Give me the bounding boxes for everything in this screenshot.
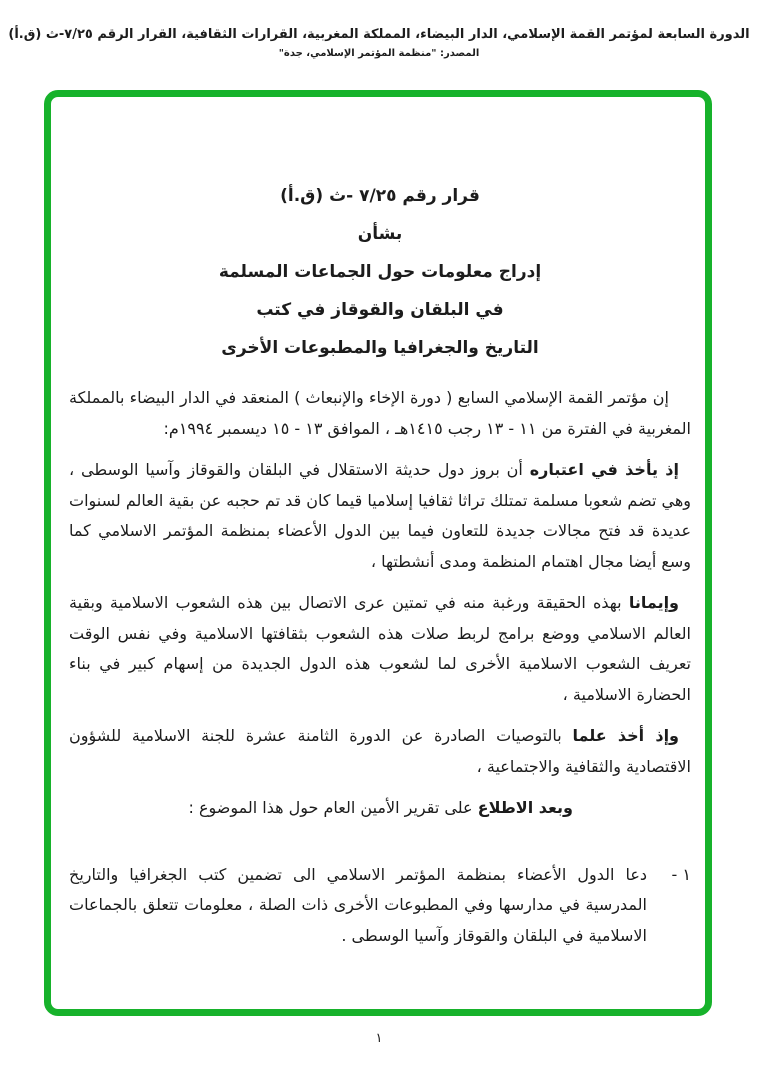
resolution-subject-line-1: إدراج معلومات حول الجماعات المسلمة bbox=[218, 262, 542, 282]
resolution-body bbox=[69, 383, 691, 951]
list-item-text: دعا الدول الأعضاء بمنظمة المؤتمر الاسلامي الى تضمين كتب الجغرافيا والتاريخ المدرسية في مدارسها وفي المطبوعات الأخرى ذات الصلة ، معلومات تتعلق بالجماعات الاسلامية في البلقان والقوقاز وآسيا الوسطى . bbox=[69, 864, 647, 945]
list-item-number: ١ - bbox=[671, 864, 691, 884]
resolution-subject-line-2: في البلقان والقوقاز في كتب bbox=[256, 300, 504, 320]
document-source-header bbox=[0, 27, 758, 59]
considering-paragraph bbox=[69, 455, 691, 577]
paragraph-text: إن مؤتمر القمة الإسلامي السابع ( دورة الإخاء والإنبعاث ) المنعقد في الدار البيضاء بالمملكة المغربية في الفترة من ١١ - ١٣ رجب ١٤١٥هـ ، الموافق ١٣ - ١٥ ديسمبر ١٩٩٤م: bbox=[69, 388, 691, 438]
page-number: ١ bbox=[375, 1031, 383, 1046]
source-attribution-line: المصدر: "منظمة المؤتمر الإسلامي، جدة" bbox=[278, 48, 480, 59]
source-header-line: الدورة السابعة لمؤتمر القمة الإسلامي، الدار البيضاء، المملكة المغربية، القرارات الثقافية، القرار الرقم ٧/٢٥-ث (ق.أ) bbox=[8, 27, 750, 42]
green-scan-frame bbox=[44, 90, 712, 1016]
noting-paragraph bbox=[69, 721, 691, 782]
paragraph-lead: وإذ أخذ علما bbox=[572, 726, 679, 745]
having-reviewed-paragraph bbox=[69, 793, 691, 824]
preamble-paragraph bbox=[69, 383, 691, 444]
paragraph-lead: إذ يأخذ في اعتباره bbox=[529, 460, 679, 479]
paragraph-lead: وبعد الاطلاع bbox=[477, 798, 573, 817]
operative-clauses bbox=[69, 860, 691, 952]
paragraph-text: بهذه الحقيقة ورغبة منه في تمتين عرى الاتصال بين هذه الشعوب الاسلامية وبقية العالم الاسلامي ووضع برامج لربط صلات هذه الشعوب بثقافتها الاسلامية وفي نفس الوقت تعريف الشعوب الاسلامية الأخرى لما لشعوب هذه الدول الجديدة من إسهام كبير في بناء الحضارة الاسلامية ، bbox=[69, 593, 691, 704]
paragraph-text: بالتوصيات الصادرة عن الدورة الثامنة عشرة للجنة الاسلامية للشؤون الاقتصادية والثقافية والاجتماعية ، bbox=[69, 726, 691, 776]
resolution-number-line: قرار رقم ٧/٢٥ -ث (ق.أ) bbox=[280, 186, 480, 206]
paragraph-lead: وإيمانا bbox=[628, 593, 679, 612]
resolution-document bbox=[51, 97, 705, 1009]
list-item bbox=[69, 860, 691, 952]
resolution-regarding-line: بشأن bbox=[357, 224, 403, 244]
believing-paragraph bbox=[69, 588, 691, 710]
paragraph-text: على تقرير الأمين العام حول هذا الموضوع : bbox=[188, 798, 478, 817]
resolution-subject-line-3: التاريخ والجغرافيا والمطبوعات الأخرى bbox=[221, 338, 539, 358]
paragraph-text: أن بروز دول حديثة الاستقلال في البلقان والقوقاز وآسيا الوسطى ، وهي تضم شعوبا مسلمة تمتلك تراثا ثقافيا إسلاميا قيما كان قد تم حجبه عن بقية العالم لسنوات عديدة قد فتح مجالات جديدة للتعاون فيما بين الدول الأعضاء بمنظمة المؤتمر الاسلامي كما وسع أيضا مجال اهتمام المنظمة ومدى أنشطتها ، bbox=[69, 460, 691, 571]
resolution-title-block bbox=[69, 177, 691, 367]
